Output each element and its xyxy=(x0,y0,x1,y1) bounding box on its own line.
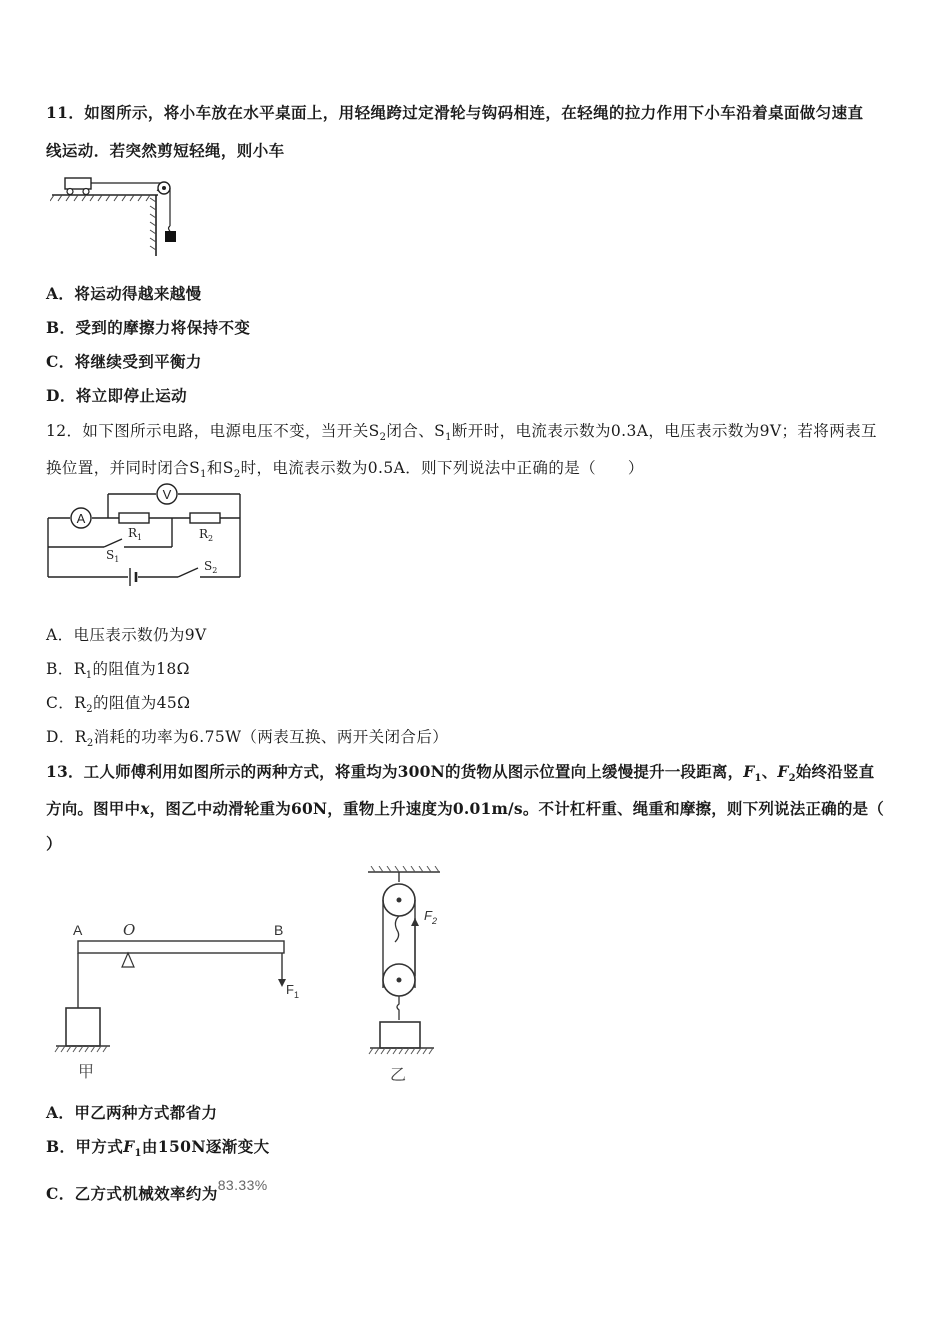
q11-option-a: A．将运动得越来越慢 xyxy=(46,284,202,303)
point-a-label: A xyxy=(73,922,83,938)
figure-jia-caption: 甲 xyxy=(78,1062,95,1081)
q11-option-c: C．将继续受到平衡力 xyxy=(46,352,202,371)
lever-bar xyxy=(78,941,284,953)
cargo-box xyxy=(380,1022,420,1048)
f2-label: $F_2$ xyxy=(424,908,437,926)
q12-option-b: B．$R_1$的阻值为18Ω xyxy=(46,660,190,682)
cart-wheel xyxy=(67,189,73,195)
cart-wheel xyxy=(83,189,89,195)
q11-cart-pulley-figure xyxy=(50,168,185,260)
resistor-r2 xyxy=(190,513,220,523)
ammeter-label: A xyxy=(76,511,86,526)
q12-stem-line1: 12．如下图所示电路，电源电压不变，当开关$S_2$闭合、$S_1$断开时，电流表示数为0.3A，电压表示数为9V；若将两表互 xyxy=(46,422,877,444)
q13-stem-line2: 方向。图甲中x，图乙中动滑轮重为60N，重物上升速度为0.01m/s。不计杠杆重、绳重和摩擦，则下列说法正确的是（ xyxy=(46,799,884,818)
q13-lever-figure xyxy=(50,915,320,1087)
point-b-label: B xyxy=(274,922,284,938)
f1-label: $F_1$ xyxy=(286,982,299,1000)
r1-label: $R_1$ xyxy=(128,526,143,542)
cargo-box xyxy=(66,1008,100,1046)
q13-stem-line1: 13．工人师傅利用如图所示的两种方式，将重均为300N的货物从图示位置向上缓慢提升一段距离，$F_1$、$F_2$始终沿竖直 xyxy=(46,762,875,785)
q13-option-a: A．甲乙两种方式都省力 xyxy=(46,1103,218,1122)
point-o-label: O xyxy=(123,921,136,939)
q13-option-c: C．乙方式机械效率约为83.33% xyxy=(46,1177,268,1203)
q13-stem-line3: ） xyxy=(46,834,62,853)
q13-option-b: B．甲方式$F_1$由150N逐渐变大 xyxy=(46,1137,270,1160)
efficiency-value: 83.33% xyxy=(217,1177,268,1193)
q12-circuit-diagram xyxy=(44,482,244,590)
q11-stem-line2: 线运动．若突然剪短轻绳，则小车 xyxy=(46,141,285,160)
hook-weight xyxy=(165,231,176,242)
q11-option-b: B．受到的摩擦力将保持不变 xyxy=(46,318,251,337)
q12-option-d: D．$R_2$消耗的功率为6.75W（两表互换、两开关闭合后） xyxy=(46,728,449,750)
q12-option-c: C．$R_2$的阻值为45Ω xyxy=(46,694,191,716)
cart xyxy=(65,178,91,189)
q12-option-a: A．电压表示数仍为9V xyxy=(46,626,207,644)
figure-yi-caption: 乙 xyxy=(390,1065,407,1084)
s1-label: $S_1$ xyxy=(106,548,120,564)
q11-stem-line1: 11．如图所示，将小车放在水平桌面上，用轻绳跨过定滑轮与钩码相连，在轻绳的拉力作用下小车沿着桌面做匀速直 xyxy=(46,103,864,122)
r2-label: $R_2$ xyxy=(199,527,214,543)
voltmeter-label: V xyxy=(162,487,172,502)
s2-label: $S_2$ xyxy=(204,559,218,575)
q12-stem-line2: 换位置，并同时闭合$S_1$和$S_2$时，电流表示数为0.5A．则下列说法中正确的是（ ） xyxy=(46,459,644,481)
q13-pulley-figure xyxy=(362,866,462,1088)
resistor-r1 xyxy=(119,513,149,523)
fulcrum xyxy=(122,953,134,967)
q11-option-d: D．将立即停止运动 xyxy=(46,386,188,405)
